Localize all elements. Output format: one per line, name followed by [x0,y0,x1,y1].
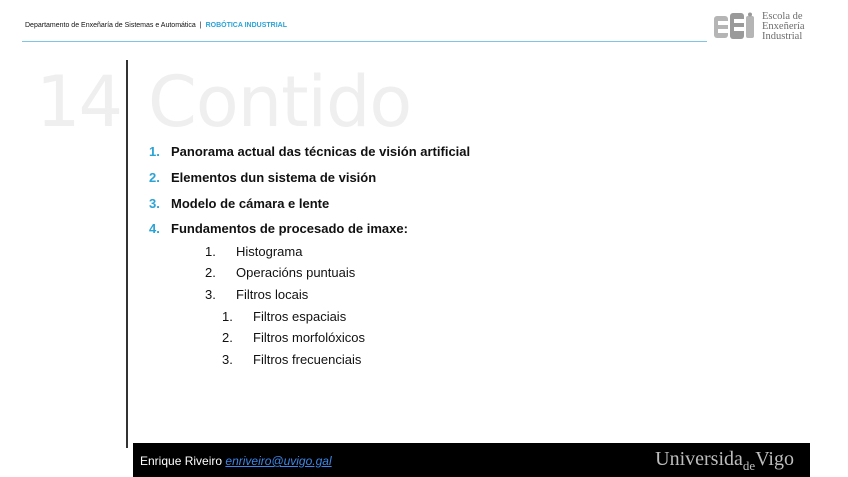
toc-sub-sub-item: 2. Filtros morfolóxicos [222,330,365,345]
section-number: 14 [36,61,122,143]
slide-footer [133,443,810,477]
footer-author [140,454,332,468]
author-name: Enrique Riveiro [140,454,223,468]
toc-sub-item: 1. Histograma [205,244,303,259]
toc-item: 4. Fundamentos de procesado de imaxe: [149,221,408,236]
slide-header [25,22,287,29]
eei-logo [714,12,818,44]
toc-sub-sub-item: 3. Filtros frecuenciais [222,352,362,367]
university-logo: Universida$_{de}$Vigo [655,448,794,473]
course-name: ROBÓTICA INDUSTRIAL [205,22,287,29]
eei-logo-icon [714,12,758,42]
toc-sub-item: 2. Operacións puntuais [205,265,356,280]
eei-logo-text: Escola de Enxeñería Industrial [762,11,805,42]
toc-item: 3. Modelo de cámara e lente [149,196,330,211]
header-separator: | [199,22,202,29]
vertical-divider [126,60,128,448]
toc-sub-item: 3. Filtros locais [205,287,309,302]
toc-sub-sub-item: 1. Filtros espaciais [222,309,347,324]
section-title: Contido [148,61,412,143]
department-name: Departamento de Enxeñaría de Sistemas e Automática [25,22,196,29]
author-email-link[interactable]: enriveiro@uvigo.gal [225,454,332,468]
toc-item: 2. Elementos dun sistema de visión [149,170,377,185]
header-divider [22,41,707,42]
toc-item: 1. Panorama actual das técnicas de visión artificial [149,144,471,159]
